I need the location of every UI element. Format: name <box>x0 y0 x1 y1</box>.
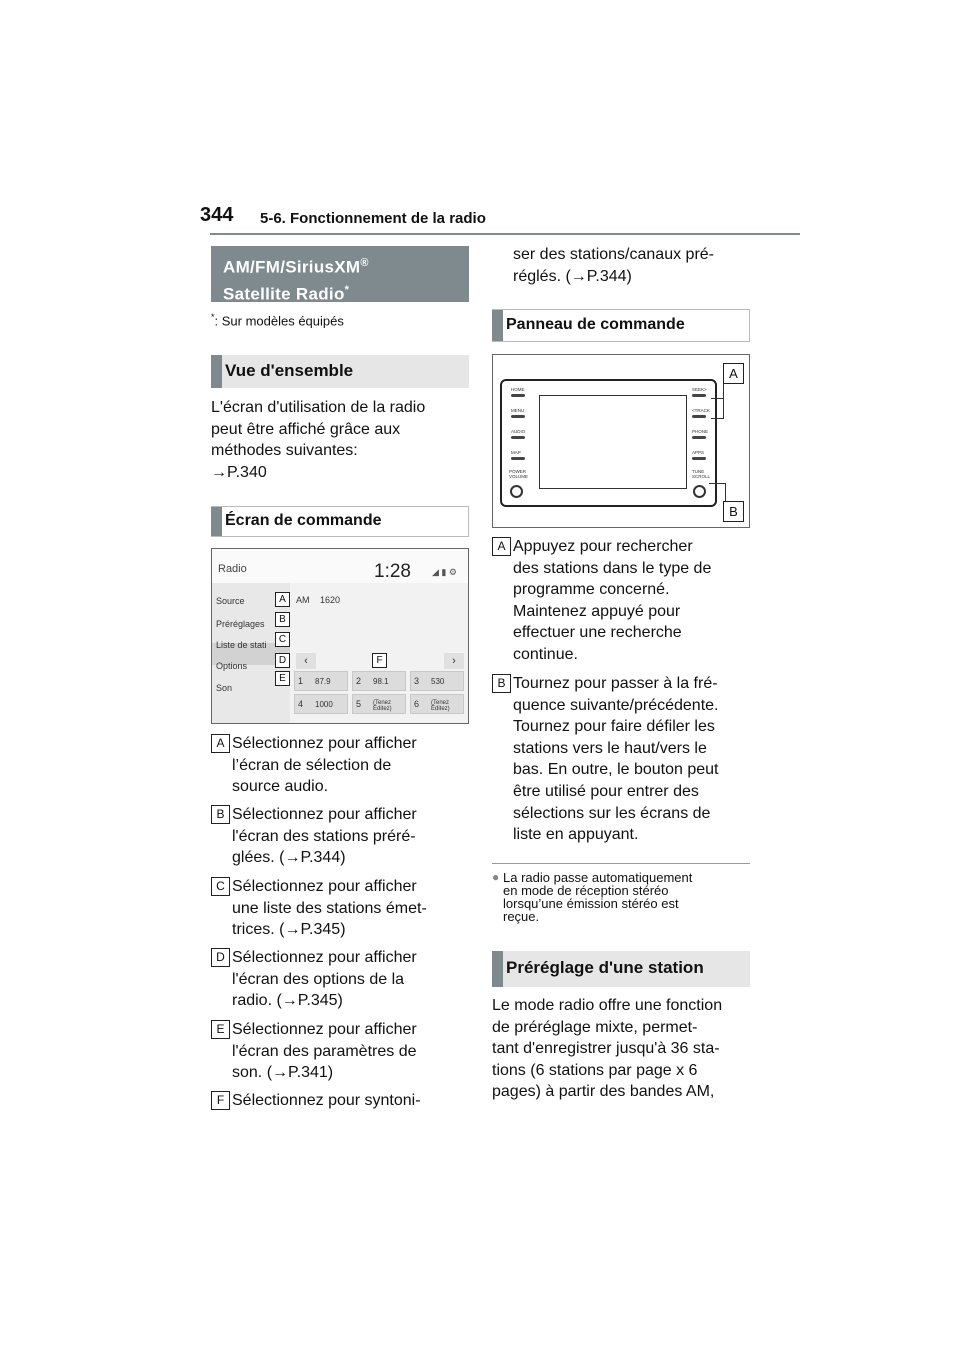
preset-button[interactable]: 1 87.9 <box>294 671 348 691</box>
tune-scroll-knob[interactable] <box>693 485 706 498</box>
panel-marker-a: A <box>723 363 744 384</box>
band-label: AM <box>296 595 310 605</box>
radio-screen-image <box>211 548 469 724</box>
menu-item-station-list[interactable]: Liste de stati <box>216 640 267 650</box>
page-reference: →P.340 <box>211 463 267 481</box>
section-title: 5-6. Fonctionnement de la radio <box>260 210 486 227</box>
menu-item-sound[interactable]: Son <box>216 683 233 693</box>
phone-button[interactable] <box>692 436 706 439</box>
preset-button[interactable]: 4 1000 <box>294 694 348 714</box>
head-unit: HOME MENU AUDIO MAP POWER VOLUME SEEK> <TRACK PHONE APPS TUNE SCROLL <box>500 379 717 507</box>
overview-text: L'écran d'utilisation de la radio peut être affiché grâce aux méthodes suivantes: →P.340 <box>211 397 469 483</box>
panel-callout-b: B Tournez pour passer à la fré- quence suivante/précédente. Tournez pour faire défiler les stations vers le haut/vers le bas. En outre, le bouton peut être utilisé pour entrer des sélections sur les écrans de liste en appuyant. <box>492 673 750 849</box>
panel-marker-b: B <box>723 501 744 522</box>
preset-text: Le mode radio offre une fonction de préréglage mixte, permet- tant d'enregistrer jusqu'à 36 sta- tions (6 stations par page x 6 pages) à partir des bandes AM, <box>492 997 723 1101</box>
prev-page-button[interactable]: ‹ <box>296 653 316 669</box>
callout-f-continuation: ser des stations/canaux pré- réglés. (→P.344) <box>513 246 714 285</box>
control-panel-image <box>492 354 750 528</box>
map-button[interactable] <box>511 457 525 460</box>
callout-a: A Sélectionnez pour afficher l’écran de sélection de source audio. <box>211 733 469 799</box>
callout-d: D Sélectionnez pour afficher l'écran des options de la radio. (→P.345) <box>211 947 469 1013</box>
head-unit-display <box>539 395 687 489</box>
preset-button[interactable]: 3 530 <box>410 671 464 691</box>
panel-callout-a: A Appuyez pour rechercher des stations dans le type de programme concerné. Maintenez appuyé pour effectuer une recherche continue. <box>492 536 750 668</box>
callout-b: B Sélectionnez pour afficher l'écran des stations préré- glées. (→P.344) <box>211 804 469 870</box>
menu-item-source[interactable]: Source <box>216 596 245 606</box>
header-divider <box>210 233 800 235</box>
note-divider <box>492 863 750 864</box>
preset-heading: Préréglage d'une station <box>492 951 750 987</box>
overview-heading: Vue d'ensemble <box>211 355 469 388</box>
control-panel-heading: Panneau de commande <box>492 309 750 342</box>
preset-button[interactable]: 5 (Tenez Éditez) <box>352 694 406 714</box>
frequency-label: 1620 <box>320 595 341 605</box>
status-icons: ◢ ▮ ⚙ <box>432 567 457 577</box>
audio-button[interactable] <box>511 436 525 439</box>
radio-screen-title: Radio <box>218 563 247 575</box>
menu-button[interactable] <box>511 415 525 418</box>
registered-mark: ® <box>360 257 369 269</box>
apps-button[interactable] <box>692 457 706 460</box>
bullet-icon: ● <box>492 870 500 884</box>
callout-e: E Sélectionnez pour afficher l'écran des paramètres de son. (→P.341) <box>211 1019 469 1085</box>
seek-button[interactable] <box>692 394 706 397</box>
marker-f: F <box>372 653 387 668</box>
footnote: *: Sur modèles équipés <box>211 312 344 329</box>
marker-a: A <box>275 592 290 607</box>
marker-e: E <box>275 671 290 686</box>
marker-c: C <box>275 632 290 647</box>
callout-c: C Sélectionnez pour afficher une liste des stations émet- trices. (→P.345) <box>211 876 469 942</box>
callout-f: F Sélectionnez pour syntoni- <box>211 1090 469 1114</box>
menu-item-presets[interactable]: Préréglages <box>216 619 265 629</box>
radio-screen-topbar <box>212 549 468 583</box>
preset-button[interactable]: 2 98.1 <box>352 671 406 691</box>
home-button[interactable] <box>511 394 525 397</box>
menu-item-options[interactable]: Options <box>216 661 248 671</box>
control-screen-heading: Écran de commande <box>211 506 469 537</box>
marker-b: B <box>275 612 290 627</box>
clock: 1:28 <box>374 561 411 582</box>
preset-button[interactable]: 6 (Tenez Éditez) <box>410 694 464 714</box>
footnote-star: * <box>344 283 350 296</box>
power-volume-knob[interactable] <box>510 485 523 498</box>
main-title <box>211 246 469 302</box>
marker-d: D <box>275 653 290 668</box>
page-number: 344 <box>200 204 234 226</box>
main-title-line1: AM/FM/SiriusXM <box>223 257 361 277</box>
track-button[interactable] <box>692 415 706 418</box>
next-page-button[interactable]: › <box>444 653 464 669</box>
main-title-line2: Satellite Radio <box>223 284 345 304</box>
